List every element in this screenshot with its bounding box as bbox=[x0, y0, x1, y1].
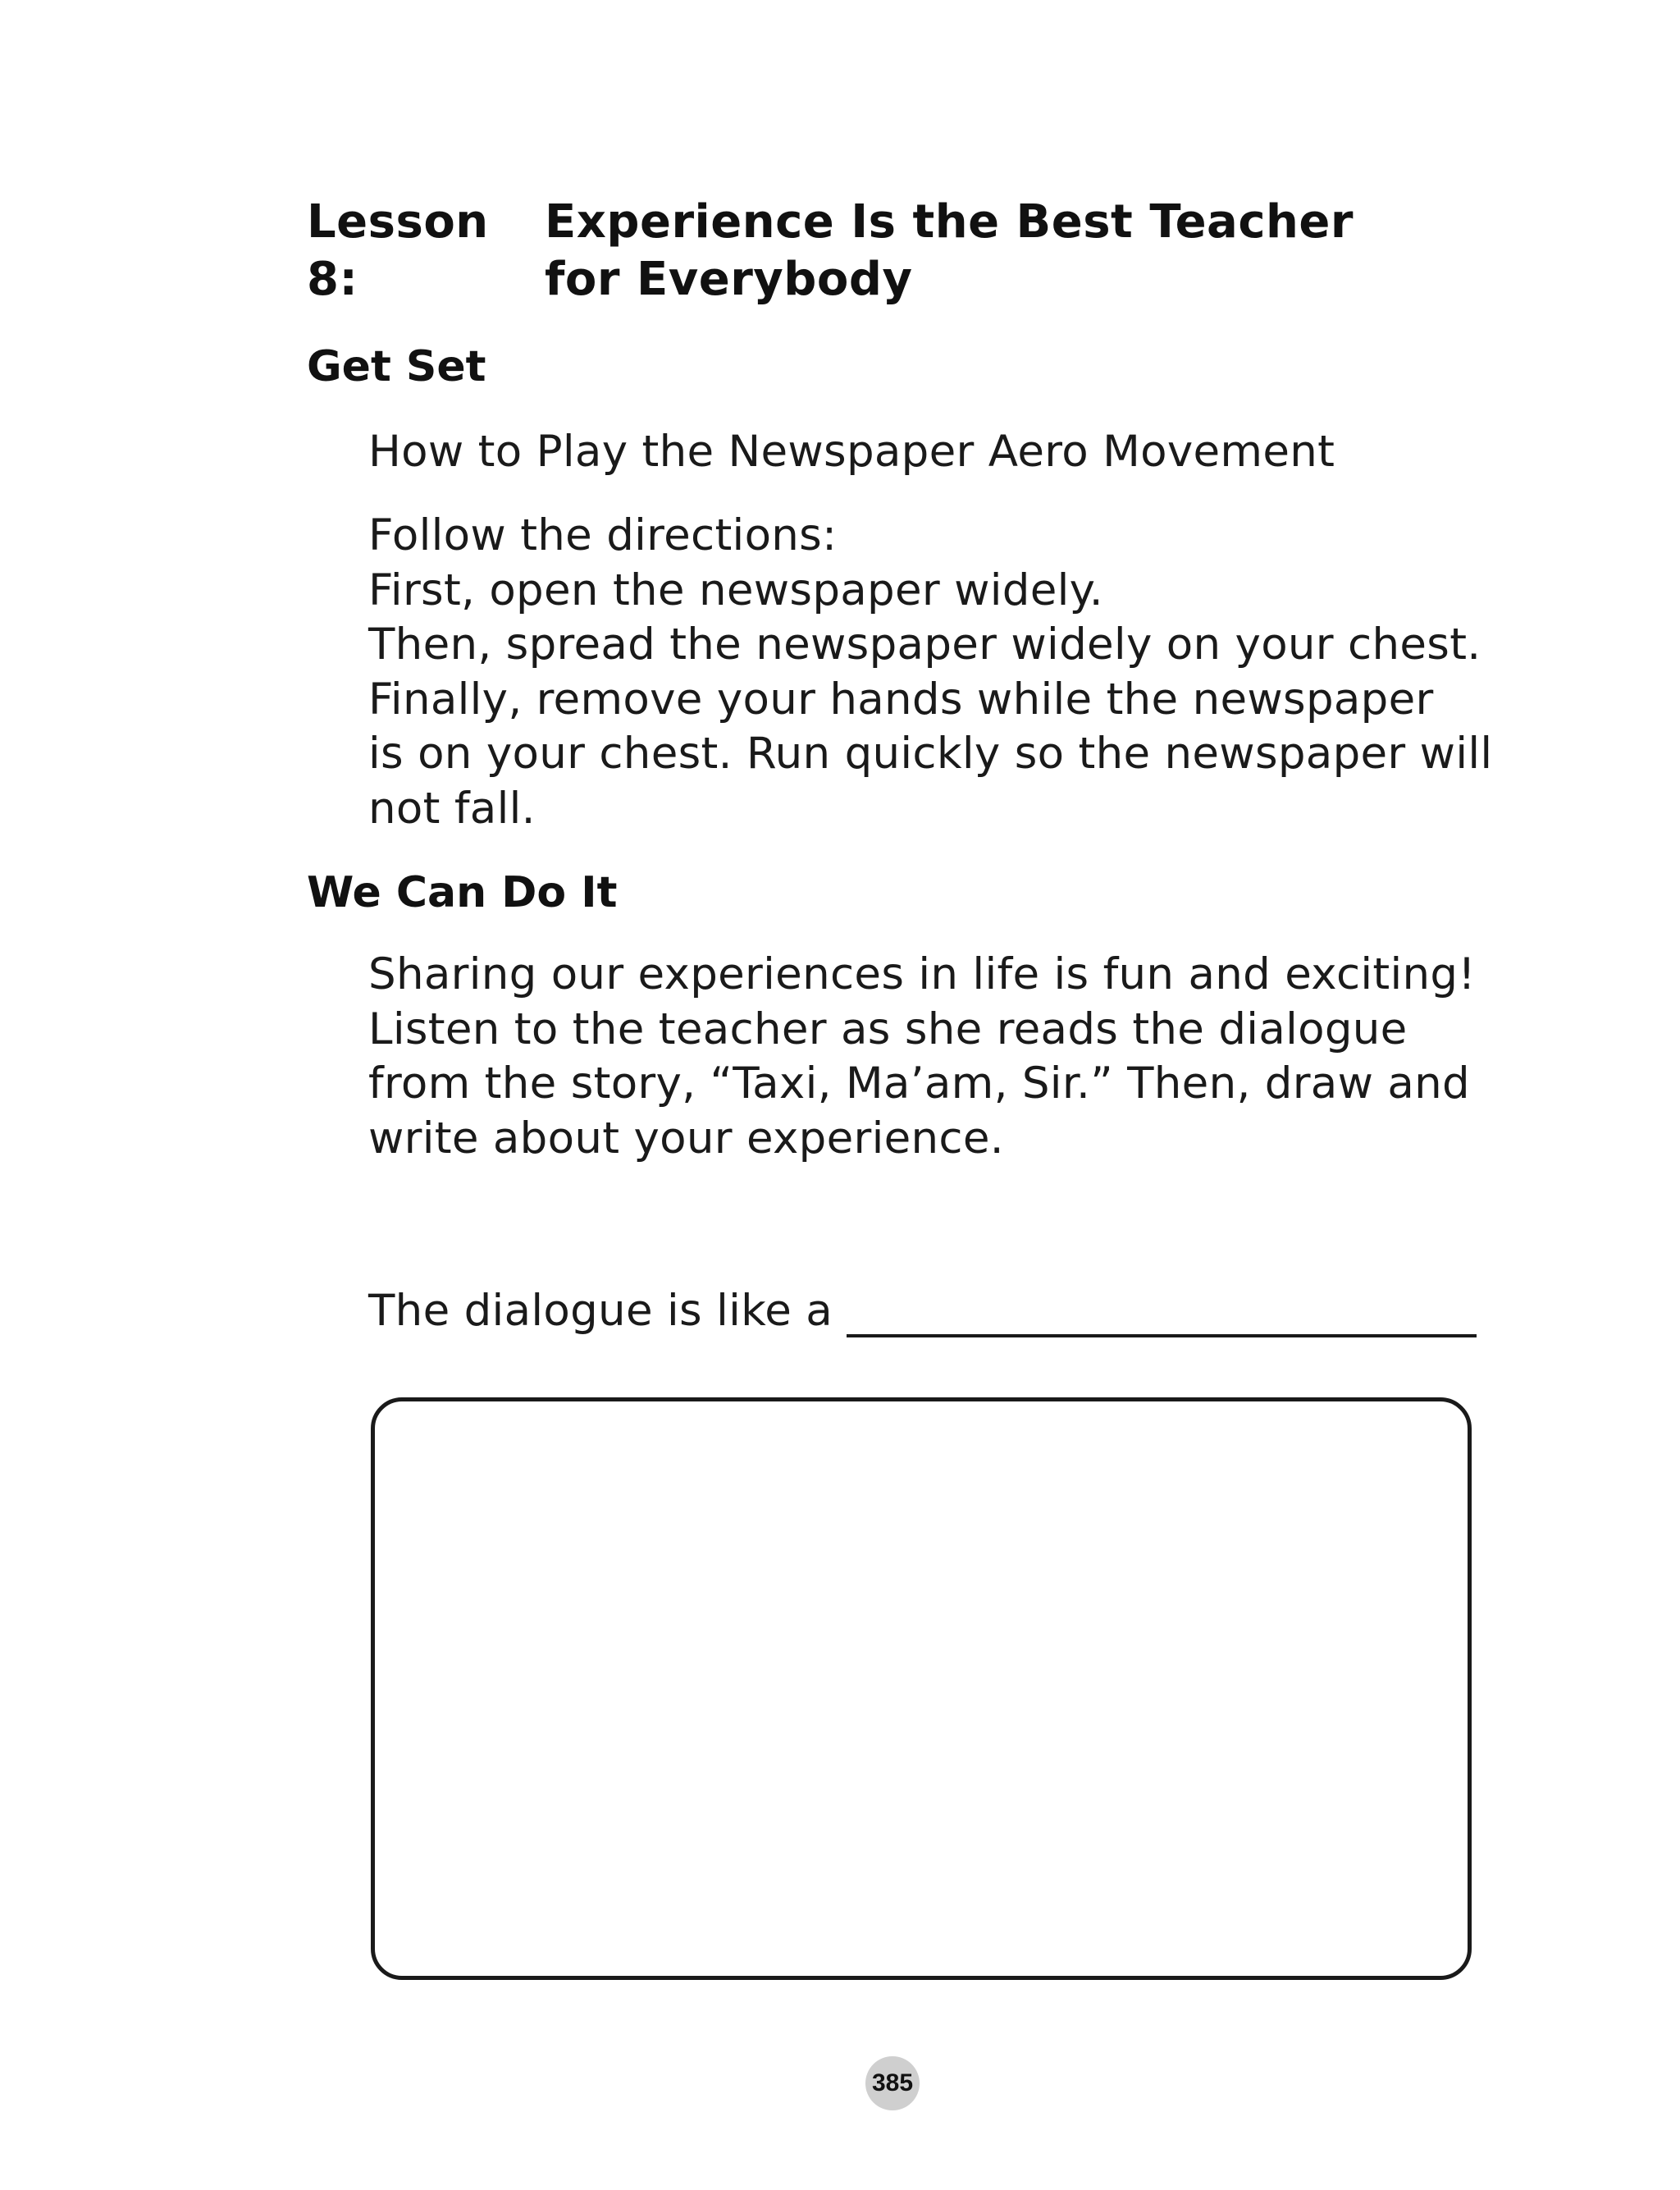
directions-line: not fall. bbox=[368, 783, 536, 834]
fill-in-prompt-text: The dialogue is like a bbox=[368, 1286, 833, 1336]
instructions-line: Sharing our experiences in life is fun and exciting! bbox=[368, 949, 1476, 999]
page-number-badge bbox=[865, 2056, 920, 2110]
instructions-line: from the story, “Taxi, Ma’am, Sir.” Then, draw and bbox=[368, 1058, 1470, 1109]
directions-line: First, open the newspaper widely. bbox=[368, 565, 1103, 615]
directions-line: Finally, remove your hands while the newspaper bbox=[368, 674, 1434, 725]
fill-in-prompt bbox=[368, 1284, 833, 1339]
drawing-box[interactable] bbox=[371, 1397, 1472, 1980]
directions-line: Then, spread the newspaper widely on your chest. bbox=[368, 620, 1481, 670]
lesson-name bbox=[545, 194, 1354, 309]
directions-line: is on your chest. Run quickly so the newspaper will bbox=[368, 729, 1493, 779]
lesson-title bbox=[307, 194, 1354, 309]
section-heading-get-set: Get Set bbox=[307, 342, 486, 391]
directions-paragraph bbox=[368, 509, 1492, 836]
lesson-number: Lesson 8: bbox=[307, 195, 489, 306]
section-heading-we-can-do-it: We Can Do It bbox=[307, 868, 618, 917]
instructions-paragraph bbox=[368, 948, 1476, 1166]
page-number: 385 bbox=[871, 2069, 914, 2096]
instructions-line: write about your experience. bbox=[368, 1113, 1004, 1164]
lesson-name-line-1: Experience Is the Best Teacher bbox=[545, 195, 1354, 249]
activity-subtitle bbox=[368, 425, 1335, 480]
directions-line: Follow the directions: bbox=[368, 510, 838, 560]
answer-blank-line[interactable] bbox=[847, 1334, 1477, 1337]
instructions-line: Listen to the teacher as she reads the dialogue bbox=[368, 1004, 1408, 1054]
lesson-name-line-2: for Everybody bbox=[545, 253, 913, 306]
activity-subtitle-text: How to Play the Newspaper Aero Movement bbox=[368, 427, 1335, 477]
